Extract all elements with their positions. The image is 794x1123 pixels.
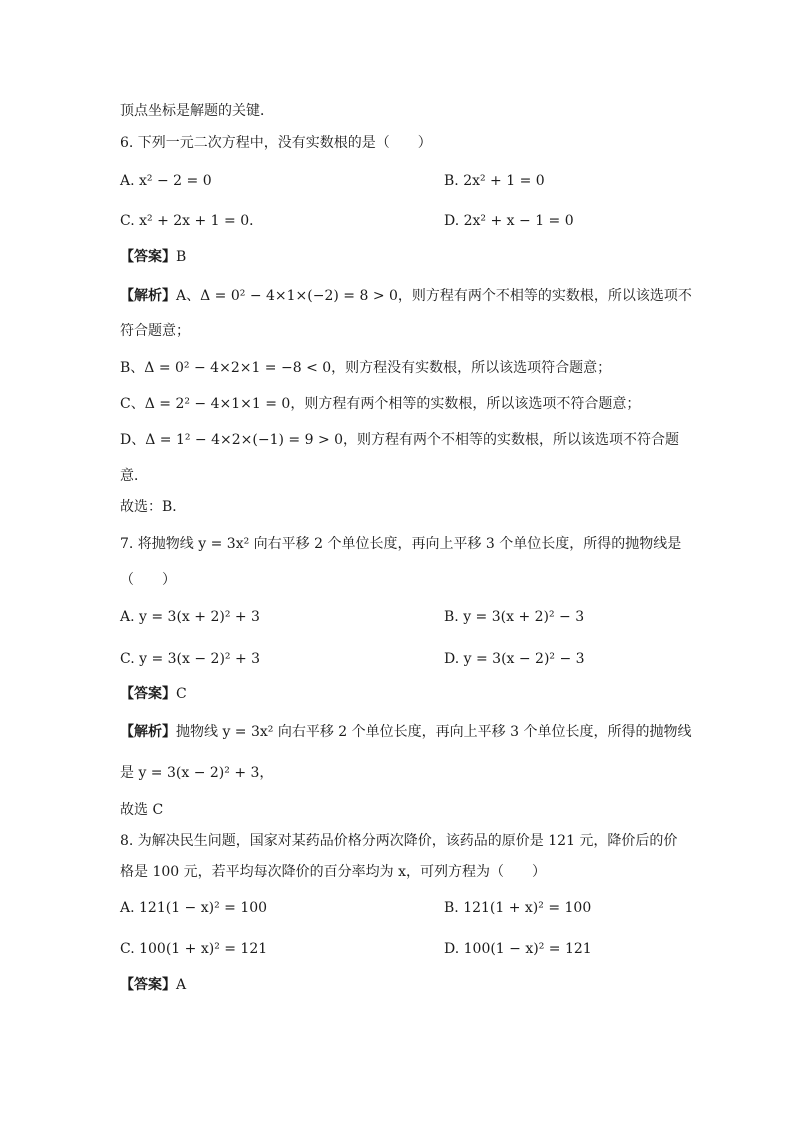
q7-answer xyxy=(120,684,187,704)
q6-explanation-5: D、Δ = 1² − 4×2×(−1) = 9 > 0，则方程有两个不相等的实数根，所以该选项不符合题 xyxy=(120,432,680,448)
question-8-stem: 8. 为解决民生问题，国家对某药品价格分两次降价，该药品的原价是 121 元，降价后的价 xyxy=(120,833,678,849)
answer-value: C xyxy=(176,686,187,702)
answer-tag: 【答案】 xyxy=(120,249,176,265)
explanation-text: A、Δ = 0² − 4×1×(−2) = 8 > 0，则方程有两个不相等的实数根，所以该选项不 xyxy=(176,288,692,304)
question-6-stem: 6. 下列一元二次方程中，没有实数根的是（ ） xyxy=(120,135,432,151)
q7-choose: 故选 C xyxy=(120,802,164,818)
q7-option-d: D. y = 3(x − 2)² − 3 xyxy=(444,651,585,667)
q8-answer xyxy=(120,975,186,995)
answer-tag: 【答案】 xyxy=(120,686,176,702)
explanation-tag: 【解析】 xyxy=(120,288,176,304)
q6-option-a: A. x² − 2 = 0 xyxy=(120,173,212,189)
q7-explanation-2: 是 y = 3(x − 2)² + 3， xyxy=(120,765,274,781)
q6-explanation-3: B、Δ = 0² − 4×2×1 = −8 < 0，则方程没有实数根，所以该选项符合题意； xyxy=(120,360,612,376)
question-7-stem-cont: （ ） xyxy=(120,572,176,588)
explanation-tag: 【解析】 xyxy=(120,724,176,740)
q8-option-c: C. 100(1 + x)² = 121 xyxy=(120,941,268,957)
answer-tag: 【答案】 xyxy=(120,977,176,993)
answer-value: B xyxy=(176,249,187,265)
answer-value: A xyxy=(176,977,187,993)
q6-option-c: C. x² + 2x + 1 = 0． xyxy=(120,213,264,229)
q8-option-a: A. 121(1 − x)² = 100 xyxy=(120,900,268,916)
q7-option-a: A. y = 3(x + 2)² + 3 xyxy=(120,609,260,625)
text-line: 顶点坐标是解题的关键． xyxy=(120,103,274,119)
q6-explanation-6: 意． xyxy=(120,468,148,484)
q8-option-d: D. 100(1 − x)² = 121 xyxy=(444,941,592,957)
q6-explanation-1 xyxy=(120,286,692,306)
question-7-stem: 7. 将抛物线 y = 3x² 向右平移 2 个单位长度，再向上平移 3 个单位长度，所得的抛物线是 xyxy=(120,536,682,552)
explanation-text: 抛物线 y = 3x² 向右平移 2 个单位长度，再向上平移 3 个单位长度，所得的抛物线 xyxy=(176,724,692,740)
q6-option-d: D. 2x² + x − 1 = 0 xyxy=(444,213,574,229)
q8-option-b: B. 121(1 + x)² = 100 xyxy=(444,900,592,916)
q7-explanation-1 xyxy=(120,722,691,742)
q6-explanation-4: C、Δ = 2² − 4×1×1 = 0，则方程有两个相等的实数根，所以该选项不符合题意； xyxy=(120,396,641,412)
q6-answer xyxy=(120,247,186,267)
q6-option-b: B. 2x² + 1 = 0 xyxy=(444,173,545,189)
q6-choose: 故选：B． xyxy=(120,499,187,515)
question-8-stem-cont: 格是 100 元，若平均每次降价的百分率均为 x，可列方程为（ ） xyxy=(120,864,546,880)
q7-option-c: C. y = 3(x − 2)² + 3 xyxy=(120,651,261,667)
q7-option-b: B. y = 3(x + 2)² − 3 xyxy=(444,609,585,625)
q6-explanation-2: 符合题意； xyxy=(120,323,190,339)
